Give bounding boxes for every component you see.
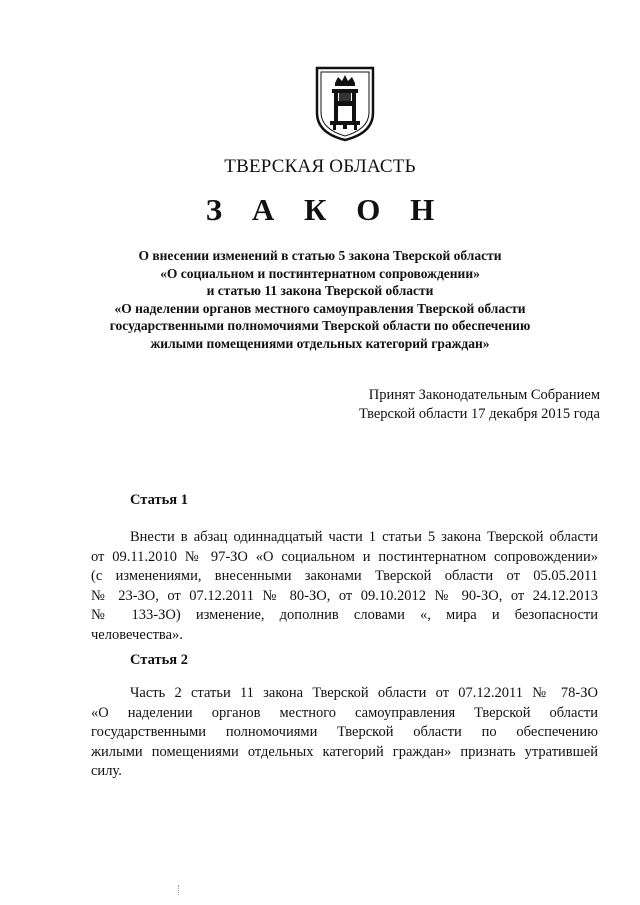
text-line: «О наделении органов местного самоуправления Тверской области bbox=[91, 704, 598, 721]
text-line: силу. bbox=[91, 763, 122, 779]
text-line: государственными полномочиями Тверской области по обеспечению bbox=[91, 724, 598, 740]
text-line: жилыми помещениями отдельных категорий граждан» признать утратившей bbox=[91, 743, 598, 760]
text-line: № 23-ЗО, от 07.12.2011 № 80-ЗО, от 09.10.2012 № 90-ЗО, от 24.12.2013 bbox=[91, 587, 598, 604]
text-line: от 09.11.2010 № 97-ЗО «О социальном и постинтернатном сопровождении» bbox=[91, 548, 598, 565]
article-1-text bbox=[91, 528, 598, 645]
subject-line: «О социальном и постинтернатном сопровождении» bbox=[160, 265, 480, 281]
text-line: (с изменениями, внесенными законами Тверской области от 05.05.2011 bbox=[91, 568, 598, 584]
article-2-text bbox=[91, 684, 598, 782]
text-line: Часть 2 статьи 11 закона Тверской области от 07.12.2011 № 78-ЗО bbox=[130, 685, 598, 701]
subject-line: О внесении изменений в статью 5 закона Тверской области bbox=[138, 248, 502, 263]
law-subject bbox=[60, 247, 580, 352]
adoption-line: Тверской области 17 декабря 2015 года bbox=[358, 406, 600, 422]
subject-line: «О наделении органов местного самоуправления Тверской области bbox=[114, 300, 526, 316]
text-line: человечества». bbox=[91, 626, 183, 643]
coat-of-arms-icon bbox=[314, 65, 376, 143]
text-line: № 133-ЗО) изменение, дополнив словами «, мира и безопасности bbox=[91, 607, 598, 623]
article-1-heading: Статья 1 bbox=[130, 492, 188, 508]
page-margin-mark bbox=[178, 885, 180, 895]
document-type-title: З А К О Н bbox=[205, 192, 446, 227]
region-title: ТВЕРСКАЯ ОБЛАСТЬ bbox=[224, 156, 416, 177]
adoption-note bbox=[359, 386, 600, 424]
text-line: Внести в абзац одиннадцатый части 1 статьи 5 закона Тверской области bbox=[130, 529, 598, 545]
article-2-heading: Статья 2 bbox=[130, 652, 188, 668]
subject-line: и статью 11 закона Тверской области bbox=[206, 283, 434, 298]
subject-line: жилыми помещениями отдельных категорий граждан» bbox=[150, 335, 490, 351]
subject-line: государственными полномочиями Тверской области по обеспечению bbox=[109, 318, 531, 333]
adoption-line: Принят Законодательным Собранием bbox=[368, 387, 600, 403]
